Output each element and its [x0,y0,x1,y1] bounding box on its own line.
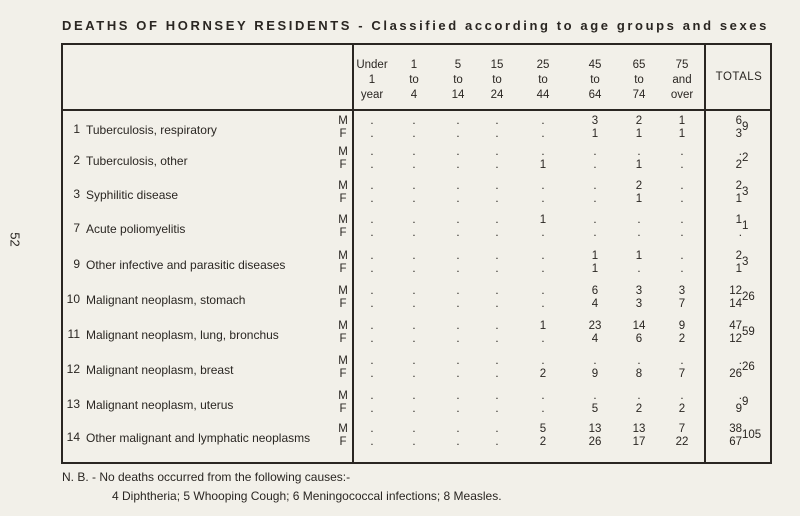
age-header-line: 14 [451,89,465,101]
cell-m: . [593,180,597,192]
table-row [0,390,800,424]
age-header-3 [477,58,517,103]
cell-m: . [637,214,641,226]
cell-m: . [637,146,641,158]
cell-f: . [412,368,416,380]
table-row [0,355,800,389]
cell-f: . [370,128,374,140]
total-f: 26 [729,368,742,380]
cell-m: . [412,146,416,158]
cell-m: . [541,180,545,192]
cell-f: . [370,403,374,415]
cell-f: . [495,263,499,275]
age-header-line: over [670,89,694,101]
age-header-line: to [453,74,463,86]
cell-f: . [456,227,460,239]
table-row [0,146,800,180]
age-header-line: to [590,74,600,86]
sex-label-m: M [338,355,348,367]
cause-name: Malignant neoplasm, breast [86,363,234,377]
table-row [0,423,800,457]
age-header-line: 1 [410,59,418,71]
row-total: 9 [742,396,749,408]
cell-m: 14 [632,320,646,332]
age-header-1 [394,58,434,103]
cell-m: . [541,390,545,402]
cell-f: . [593,159,597,171]
cell-f: . [495,193,499,205]
cause-name: Tuberculosis, respiratory [86,123,217,137]
cause-name: Other infective and parasitic diseases [86,258,286,272]
cell-m: . [412,250,416,262]
cell-m: . [412,320,416,332]
cause-name: Tuberculosis, other [86,154,188,168]
cell-f: . [456,298,460,310]
cause-name: Acute poliomyelitis [86,222,186,236]
cell-f: 3 [635,298,643,310]
cell-m: . [412,423,416,435]
cell-m: . [456,285,460,297]
cell-m: 3 [591,115,599,127]
cell-m: . [495,180,499,192]
age-header-line: to [634,74,644,86]
cell-f: . [541,193,545,205]
cell-f: . [456,263,460,275]
cause-name: Syphilitic disease [86,188,179,202]
total-m: 1 [735,214,742,226]
cell-f: 7 [678,298,686,310]
cause-number: 13 [66,397,80,411]
cell-f: . [370,368,374,380]
cell-f: . [680,159,684,171]
age-header-7 [662,58,702,103]
cell-m: . [412,214,416,226]
cell-f: 1 [591,128,599,140]
table-row [0,180,800,214]
cell-f: . [637,227,641,239]
cell-f: . [370,333,374,345]
total-f: 67 [729,436,742,448]
age-header-5 [575,58,615,103]
age-header-line: Under [356,59,388,71]
total-f: 1 [735,263,742,275]
cell-m: . [456,180,460,192]
cause-number: 7 [73,221,80,235]
row-total: 59 [742,326,755,338]
page-number: 52 [7,232,23,247]
cause-number: 10 [66,292,80,306]
cell-m: . [370,214,374,226]
total-f: 1 [735,193,742,205]
cell-f: 4 [591,333,599,345]
cell-f: 6 [635,333,643,345]
cell-f: 2 [539,368,547,380]
cell-m: . [456,115,460,127]
total-f: 14 [729,298,742,310]
cell-f: . [541,298,545,310]
age-header-line: to [409,74,419,86]
age-header-0 [352,58,392,103]
sex-label-f: F [339,403,347,415]
cell-m: . [456,390,460,402]
sex-label-m: M [338,146,348,158]
cell-m: 23 [588,320,602,332]
cell-m: . [456,320,460,332]
cause-number: 11 [67,327,80,341]
cell-f: . [456,128,460,140]
cell-f: 17 [632,436,646,448]
cell-m: . [593,355,597,367]
age-header-line: 74 [632,89,646,101]
total-m: 6 [735,115,742,127]
cause-name: Other malignant and lymphatic neoplasms [86,431,311,445]
cell-m: 2 [635,115,643,127]
cell-f: . [370,298,374,310]
cause-number: 9 [73,257,80,271]
sex-label-f: F [339,227,347,239]
cell-f: 1 [539,159,547,171]
totals-header: TOTALS [715,71,763,83]
cell-m: . [541,146,545,158]
cell-m: 7 [678,423,686,435]
cell-m: . [541,250,545,262]
cell-f: . [412,298,416,310]
row-total: 3 [742,186,749,198]
cell-f: . [370,159,374,171]
total-f: 9 [735,403,742,415]
cell-m: . [495,115,499,127]
cell-f: . [412,333,416,345]
cell-m: . [495,423,499,435]
cell-f: . [370,227,374,239]
cell-m: 3 [678,285,686,297]
total-m: 2 [735,180,742,192]
total-m: 2 [735,250,742,262]
cell-m: . [412,285,416,297]
cell-m: 5 [539,423,547,435]
cause-number: 1 [73,122,80,136]
cell-m: . [370,355,374,367]
cell-m: . [593,214,597,226]
cell-f: . [456,193,460,205]
sex-label-f: F [339,193,347,205]
cell-m: . [456,250,460,262]
row-total: 105 [742,429,762,441]
cell-m: 1 [678,115,686,127]
cell-f: . [370,436,374,448]
sex-label-m: M [338,214,348,226]
cell-f: . [541,403,545,415]
cell-f: 2 [635,403,643,415]
table-row [0,214,800,248]
sex-label-m: M [338,390,348,402]
table-row [0,285,800,319]
sex-label-f: F [339,333,347,345]
cell-m: . [541,285,545,297]
cell-m: . [680,146,684,158]
age-header-line: year [360,89,384,101]
sex-label-m: M [338,285,348,297]
cell-m: 1 [591,250,599,262]
cell-m: . [370,146,374,158]
age-header-line: and [672,74,692,86]
cell-f: 5 [591,403,599,415]
cell-f: . [495,227,499,239]
cell-m: . [412,115,416,127]
cell-f: 1 [635,159,643,171]
total-m: 12 [729,285,742,297]
age-header-line: to [492,74,502,86]
cell-m: . [370,115,374,127]
cell-m: . [456,355,460,367]
cause-name: Malignant neoplasm, lung, bronchus [86,328,279,342]
cell-m: 13 [588,423,602,435]
cell-f: . [495,159,499,171]
cell-f: . [495,436,499,448]
cell-m: 1 [539,214,547,226]
cell-f: 9 [591,368,599,380]
cell-m: . [412,390,416,402]
sex-label-m: M [338,250,348,262]
age-header-line: 45 [588,59,602,71]
cell-f: 4 [591,298,599,310]
cell-f: 26 [588,436,602,448]
cell-m: . [495,250,499,262]
row-total: 9 [742,121,749,133]
row-total: 26 [742,361,755,373]
cell-f: . [541,227,545,239]
table-row [0,320,800,354]
cell-f: 22 [675,436,689,448]
cell-f: . [593,193,597,205]
cell-f: . [412,403,416,415]
cell-f: 7 [678,368,686,380]
cell-f: . [456,333,460,345]
total-m: . [738,355,742,367]
cell-m: . [680,390,684,402]
cause-number: 12 [66,362,80,376]
cell-f: 8 [635,368,643,380]
cell-f: . [541,128,545,140]
cell-m: . [495,320,499,332]
cell-m: . [370,180,374,192]
cause-name: Malignant neoplasm, uterus [86,398,234,412]
cell-f: . [637,263,641,275]
sex-label-f: F [339,263,347,275]
total-m: 38 [729,423,742,435]
cell-f: . [495,128,499,140]
cell-f: . [495,298,499,310]
cell-m: 3 [635,285,643,297]
age-header-2 [438,58,478,103]
cell-f: 2 [678,403,686,415]
total-m: . [738,146,742,158]
cell-m: . [495,214,499,226]
row-total: 3 [742,256,749,268]
table-title: DEATHS OF HORNSEY RESIDENTS - Classified according to age groups and sexes [62,18,769,33]
age-header-line: 44 [536,89,550,101]
age-header-4 [523,58,563,103]
total-m: . [738,390,742,402]
cell-f: . [412,193,416,205]
cell-m: . [495,355,499,367]
sex-label-m: M [338,423,348,435]
cell-m: . [456,214,460,226]
cell-f: . [593,227,597,239]
cause-number: 14 [66,430,80,444]
cell-f: . [412,263,416,275]
age-header-line: 24 [490,89,504,101]
cell-f: . [412,436,416,448]
age-header-line: 65 [632,59,646,71]
age-header-line: 5 [454,59,462,71]
cell-f: . [370,193,374,205]
cell-m: 6 [591,285,599,297]
cell-f: 1 [591,263,599,275]
sex-label-f: F [339,298,347,310]
cell-f: . [495,368,499,380]
cell-m: . [456,146,460,158]
total-f: . [738,227,742,239]
footnote [62,468,502,506]
cause-number: 2 [73,153,80,167]
total-m: 47 [729,320,742,332]
age-header-line: 25 [536,59,550,71]
sex-label-m: M [338,320,348,332]
sex-label-f: F [339,159,347,171]
cell-m: . [370,250,374,262]
cell-f: . [495,403,499,415]
cell-f: . [541,263,545,275]
cell-m: . [680,214,684,226]
cell-f: 1 [678,128,686,140]
sex-label-f: F [339,368,347,380]
cell-m: 9 [678,320,686,332]
cell-m: . [412,355,416,367]
cell-f: 2 [678,333,686,345]
table-row [0,115,800,149]
age-header-line: 64 [588,89,602,101]
sex-label-f: F [339,436,347,448]
cell-m: 13 [632,423,646,435]
total-f: 12 [729,333,742,345]
cell-m: . [637,390,641,402]
cell-m: . [593,390,597,402]
cell-m: . [412,180,416,192]
cell-f: . [456,403,460,415]
cell-m: . [593,146,597,158]
cell-f: 2 [539,436,547,448]
cell-m: . [370,320,374,332]
cell-f: . [412,128,416,140]
cause-name: Malignant neoplasm, stomach [86,293,246,307]
total-f: 2 [735,159,742,171]
cell-f: 1 [635,128,643,140]
sex-label-f: F [339,128,347,140]
cell-m: . [370,423,374,435]
cell-m: . [680,355,684,367]
row-total: 2 [742,152,749,164]
cell-f: . [680,263,684,275]
cell-m: . [495,146,499,158]
sex-label-m: M [338,115,348,127]
cell-m: . [495,285,499,297]
total-f: 3 [735,128,742,140]
cell-m: 2 [635,180,643,192]
cell-f: . [456,159,460,171]
cell-m: . [541,355,545,367]
age-header-line: 4 [410,89,418,101]
cell-f: . [680,227,684,239]
cell-m: . [680,180,684,192]
age-header-line: 75 [675,59,689,71]
cell-m: . [637,355,641,367]
row-total: 1 [742,220,749,232]
cell-m: . [370,285,374,297]
footnote-line-2: 4 Diphtheria; 5 Whooping Cough; 6 Meningococcal infections; 8 Measles. [112,489,502,503]
cell-f: . [456,368,460,380]
cell-m: . [541,115,545,127]
age-header-6 [619,58,659,103]
cell-f: . [412,159,416,171]
table-row [0,250,800,284]
age-header-line: 15 [490,59,504,71]
cell-m: . [456,423,460,435]
cell-m: . [370,390,374,402]
age-header-line: 1 [368,74,376,86]
footnote-line-1: N. B. - No deaths occurred from the following causes:- [62,470,351,484]
cell-m: . [680,250,684,262]
cell-f: 1 [635,193,643,205]
cell-m: 1 [635,250,643,262]
sex-label-m: M [338,180,348,192]
age-header-line: to [538,74,548,86]
cell-f: . [680,193,684,205]
cell-f: . [541,333,545,345]
cell-f: . [456,436,460,448]
header-divider [61,109,772,111]
cause-number: 3 [73,187,80,201]
cell-f: . [370,263,374,275]
cell-m: . [495,390,499,402]
cell-m: 1 [539,320,547,332]
cell-f: . [412,227,416,239]
row-total: 26 [742,291,755,303]
cell-f: . [495,333,499,345]
